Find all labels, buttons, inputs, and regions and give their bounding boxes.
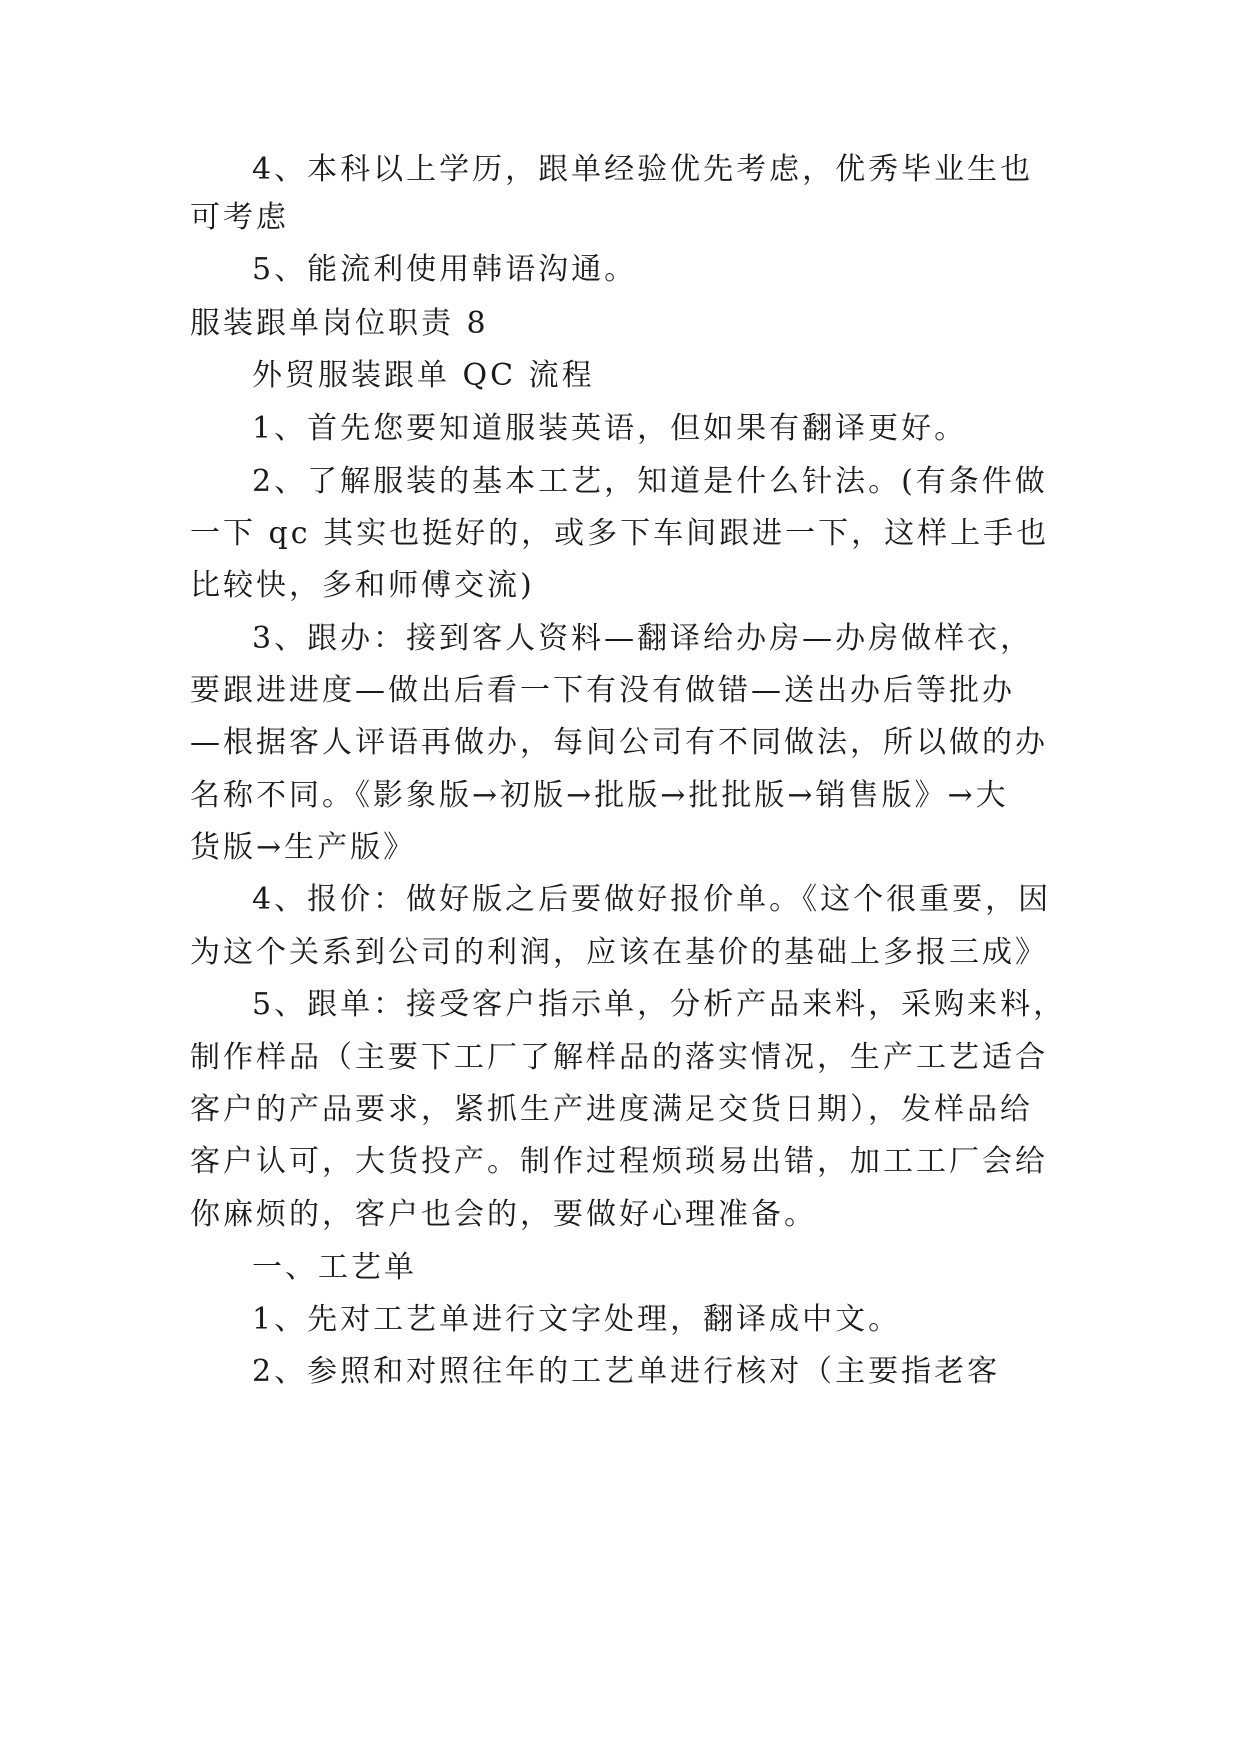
paragraph-line: 一下 qc 其实也挺好的，或多下车间跟进一下，这样上手也	[190, 516, 1050, 551]
paragraph-line: 4、报价：做好版之后要做好报价单。《这个很重要，因	[252, 882, 1052, 917]
paragraph-line: 为这个关系到公司的利润，应该在基价的基础上多报三成》	[190, 935, 1048, 970]
paragraph-line: 货版→生产版》	[190, 830, 417, 865]
paragraph-line: 2、了解服装的基本工艺，知道是什么针法。(有条件做	[252, 464, 1048, 499]
paragraph-line: 客户认可，大货投产。制作过程烦琐易出错，加工工厂会给	[190, 1144, 1048, 1179]
paragraph-line: 可考虑	[190, 200, 289, 235]
paragraph-line: —根据客人评语再做办，每间公司有不同做法，所以做的办	[190, 725, 1048, 760]
paragraph-line: 名称不同。《影象版→初版→批版→批批版→销售版》→大	[190, 778, 1009, 813]
paragraph-line: 比较快，多和师傅交流)	[190, 568, 535, 603]
subheading: 一、工艺单	[252, 1250, 417, 1285]
paragraph-line: 4、本科以上学历，跟单经验优先考虑，优秀毕业生也	[252, 152, 1034, 187]
section-heading: 服装跟单岗位职责 8	[190, 306, 489, 341]
paragraph-line: 你麻烦的，客户也会的，要做好心理准备。	[190, 1197, 817, 1232]
paragraph-line: 5、能流利使用韩语沟通。	[252, 252, 638, 287]
subheading: 外贸服装跟单 QC 流程	[252, 358, 595, 393]
paragraph-line: 客户的产品要求，紧抓生产进度满足交货日期），发样品给	[190, 1092, 1033, 1127]
paragraph-line: 制作样品（主要下工厂了解样品的落实情况，生产工艺适合	[190, 1040, 1048, 1075]
paragraph-line: 2、参照和对照往年的工艺单进行核对（主要指老客	[252, 1354, 1001, 1389]
paragraph-line: 3、跟办：接到客人资料—翻译给办房—办房做样衣，	[252, 621, 1034, 656]
paragraph-line: 5、跟单：接受客户指示单，分析产品来料，采购来料，	[252, 987, 1067, 1022]
paragraph-line: 1、先对工艺单进行文字处理，翻译成中文。	[252, 1302, 902, 1337]
paragraph-line: 1、首先您要知道服装英语，但如果有翻译更好。	[252, 411, 968, 446]
paragraph-line: 要跟进进度—做出后看一下有没有做错—送出办后等批办	[190, 673, 1015, 708]
